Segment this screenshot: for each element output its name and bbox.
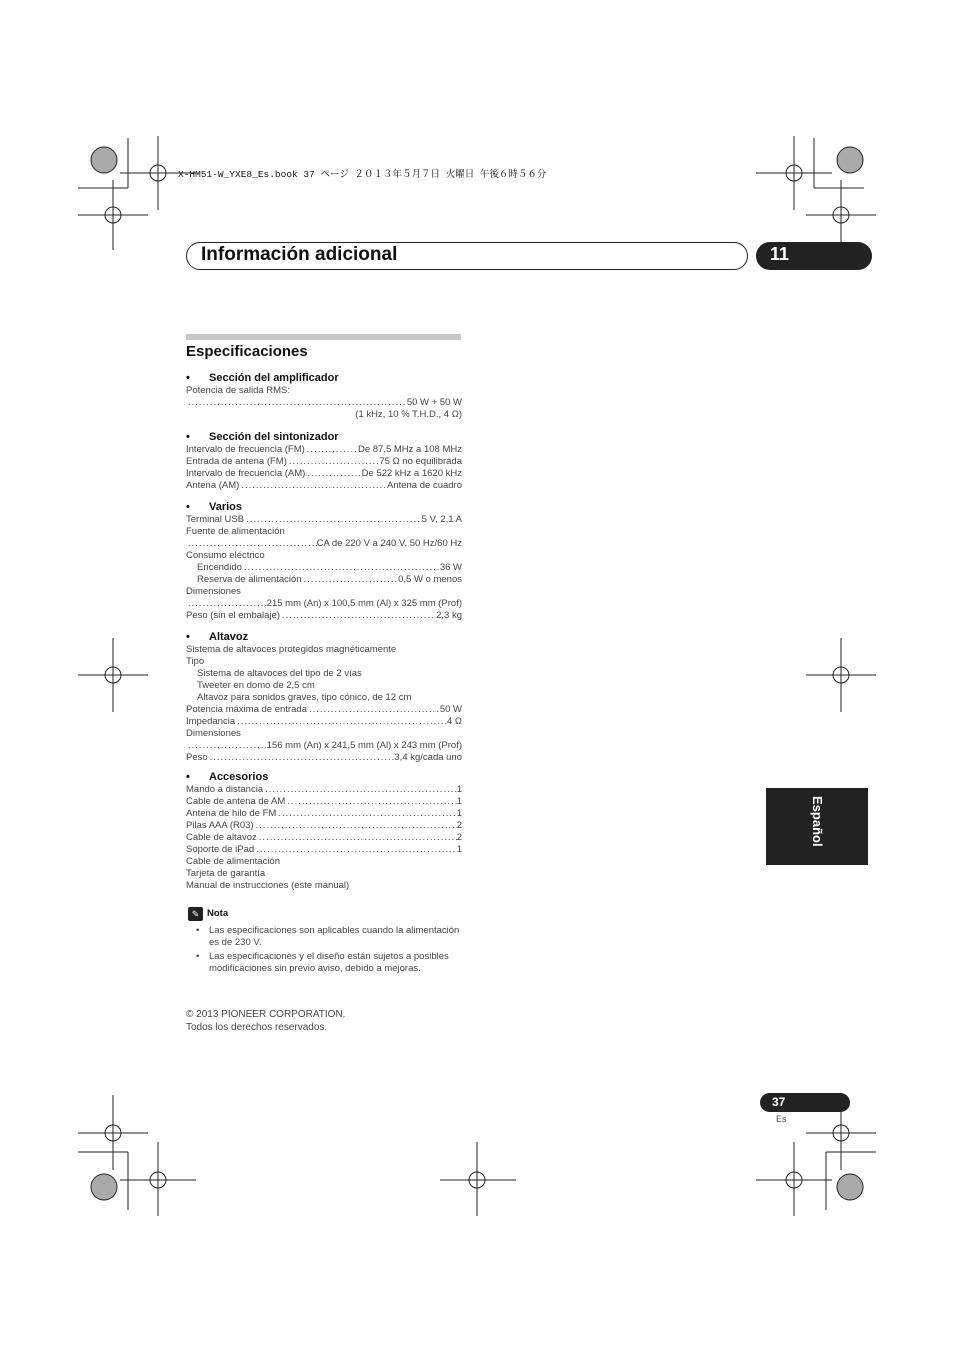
note-list — [196, 925, 464, 977]
copyright-line: Todos los derechos reservados. — [186, 1022, 328, 1033]
spec-row: Encendido ..... 36 W — [186, 562, 462, 574]
spec-row: ..... 156 mm (An) x 241,5 mm (Al) x 243 mm (Prof) — [186, 740, 462, 752]
spec-line: Potencia de salida RMS: — [186, 385, 291, 396]
group-title: • Altavoz — [186, 631, 249, 643]
spec-row: Soporte de iPad ..... 1 — [186, 844, 462, 856]
note-pencil-icon: ✎ — [188, 907, 203, 921]
page-number: 37 — [772, 1095, 786, 1109]
spec-row: Intervalo de frecuencia (AM) ..... De 522 kHz a 1620 kHz — [186, 468, 462, 480]
spec-row: Mando a distancia ..... 1 — [186, 784, 462, 796]
language-tab — [766, 788, 868, 865]
spec-group-misc — [186, 501, 462, 622]
chapter-title: Información adicional — [201, 244, 398, 265]
spec-row: Reserva de alimentación ..... 0,5 W o menos — [186, 574, 462, 586]
spec-line: Dimensiones — [186, 586, 241, 597]
spec-row: Pilas AAA (R03) ..... 2 — [186, 820, 462, 832]
group-title: • Varios — [186, 501, 243, 513]
spec-group-tuner — [186, 431, 462, 492]
spec-row: Peso ..... 3,4 kg/cada uno — [186, 752, 462, 764]
spec-row: Antena de hilo de FM ..... 1 — [186, 808, 462, 820]
page-language: Es — [776, 1114, 787, 1124]
spec-line: Manual de instrucciones (este manual) — [186, 880, 350, 891]
spec-group-accessories — [186, 771, 462, 892]
chapter-number: 11 — [770, 244, 790, 264]
section-rule — [186, 334, 461, 340]
spec-row: ..... 50 W + 50 W — [186, 397, 462, 409]
chapter-title-bar — [186, 242, 748, 270]
spec-group-amplifier — [186, 372, 462, 421]
spec-line: Tipo — [186, 656, 205, 667]
file-header: X-HM51-W_YXE8_Es.book 37 ページ ２０１３年５月７日 火曜日 午後６時５６分 — [178, 169, 547, 180]
language-tab-label: Español — [810, 796, 825, 847]
copyright-line: © 2013 PIONEER CORPORATION. — [186, 1009, 346, 1020]
chapter-number-badge — [756, 242, 872, 270]
spec-line: Sistema de altavoces protegidos magnéticamente — [186, 644, 397, 655]
spec-line: Sistema de altavoces del tipo de 2 vías — [197, 668, 362, 679]
spec-group-speaker — [186, 631, 462, 764]
spec-line: Tweeter en domo de 2,5 cm — [197, 680, 315, 691]
copyright — [186, 1008, 345, 1034]
spec-line: Altavoz para sonidos graves, tipo cónico, de 12 cm — [197, 692, 412, 703]
group-title: • Sección del amplificador — [186, 372, 339, 384]
spec-row: Intervalo de frecuencia (FM) ..... De 87,5 MHz a 108 MHz — [186, 444, 462, 456]
spec-line: Cable de alimentación — [186, 856, 281, 867]
spec-row: Entrada de antena (FM) ..... 75 Ω no equilibrada — [186, 456, 462, 468]
spec-line: Fuente de alimentación — [186, 526, 285, 537]
spec-row: ..... CA de 220 V a 240 V, 50 Hz/60 Hz — [186, 538, 462, 550]
spec-row: Antena (AM) ..... Antena de cuadro — [186, 480, 462, 492]
spec-row: ..... 215 mm (An) x 100,5 mm (Al) x 325 mm (Prof) — [186, 598, 462, 610]
spec-line: Consumo eléctrico — [186, 550, 265, 561]
spec-row: Peso (sin el embalaje) ..... 2,3 kg — [186, 610, 462, 622]
section-title: Especificaciones — [186, 343, 308, 360]
spec-row: Cable de antena de AM ..... 1 — [186, 796, 462, 808]
spec-line: Dimensiones — [186, 728, 241, 739]
spec-row: Potencia máxima de entrada ..... 50 W — [186, 704, 462, 716]
spec-row: Cable de altavoz ..... 2 — [186, 832, 462, 844]
group-title: • Accesorios — [186, 771, 269, 783]
spec-row: Impedancia ..... 4 Ω — [186, 716, 462, 728]
note-item: • Las especificaciones y el diseño están sujetos a posibles modificaciones sin previo aviso, debido a mejoras. — [196, 951, 449, 974]
spec-line: (1 kHz, 10 % T.H.D., 4 Ω) — [355, 409, 462, 420]
group-title: • Sección del sintonizador — [186, 431, 339, 443]
page-number-badge — [760, 1093, 850, 1112]
spec-line: Tarjeta de garantía — [186, 868, 266, 879]
spec-row: Terminal USB ..... 5 V, 2,1 A — [186, 514, 462, 526]
note-item: • Las especificaciones son aplicables cuando la alimentación es de 230 V. — [196, 925, 460, 948]
note-label: Nota — [207, 908, 229, 919]
